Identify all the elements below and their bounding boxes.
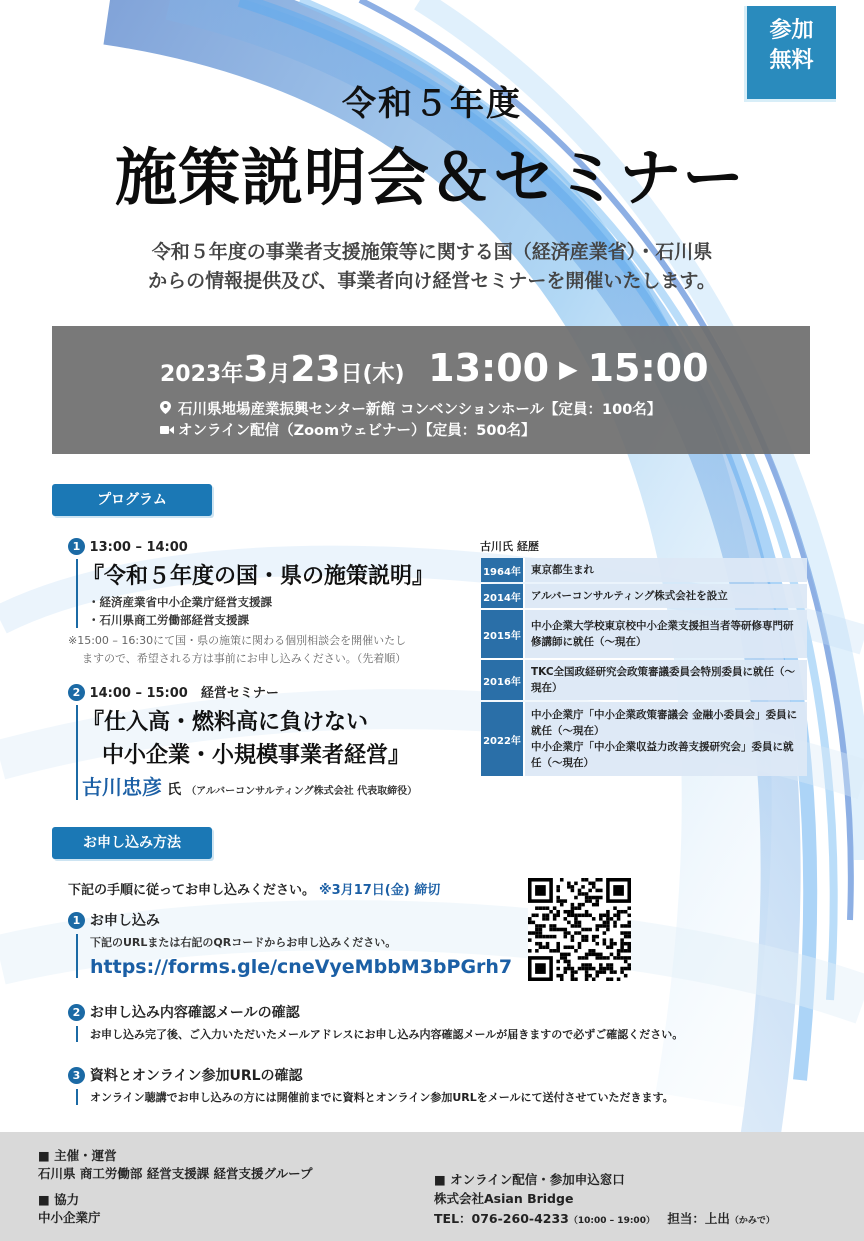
career-row bbox=[481, 610, 807, 658]
number-3-icon: 3 bbox=[68, 1067, 85, 1084]
badge-line2: 無料 bbox=[769, 48, 814, 73]
organizer-label: ■ 主催・運営 bbox=[38, 1148, 117, 1163]
online-line bbox=[160, 419, 536, 440]
venue-text: 石川県地場産業振興センター新館 コンベンションホール【定員：100名】 bbox=[178, 402, 662, 418]
apply-step-2-title: お申し込み内容確認メールの確認 bbox=[89, 1005, 300, 1021]
career-row bbox=[481, 558, 807, 582]
page-title: 施策説明会＆セミナー bbox=[114, 141, 745, 214]
apply-step-1 bbox=[68, 910, 538, 978]
intro-text bbox=[60, 238, 804, 296]
career-year: 2016年 bbox=[481, 660, 525, 700]
career-year: 1964年 bbox=[481, 558, 525, 582]
event-month-unit: 月 bbox=[268, 362, 291, 387]
apply-step-2-desc: お申し込み完了後、ご入力いただいたメールアドレスにお申し込み内容確認メールが届きますので必ずご確認ください。 bbox=[90, 1028, 684, 1041]
number-2-icon: 2 bbox=[68, 684, 85, 701]
apply-lead-text: 下記の手順に従ってお申し込みください。 bbox=[68, 883, 316, 898]
career-description: 中小企業庁「中小企業政策審議会 金融小委員会」委員に就任（〜現在） 中小企業庁「中小企業収益力改善支援研究会」委員に就任（〜現在） bbox=[525, 702, 807, 776]
career-description: TKC全国政経研究会政策審議委員会特別委員に就任（〜現在） bbox=[525, 660, 807, 700]
contact-person: 担当：上出 bbox=[667, 1211, 730, 1226]
badge-line1: 参加 bbox=[769, 18, 814, 43]
contact-company: 株式会社Asian Bridge bbox=[434, 1191, 574, 1206]
apply-step-3 bbox=[68, 1065, 848, 1105]
qr-code[interactable] bbox=[528, 878, 631, 981]
program-item-2-title-line2: 中小企業・小規模事業者経営』 bbox=[102, 743, 411, 768]
contact-hours: （10:00 – 19:00） bbox=[568, 1216, 655, 1226]
location-pin-icon bbox=[160, 401, 178, 418]
program-item-1-note1: ※15:00 – 16:30にて国・県の施策に関わる個別相談会を開催いたし bbox=[68, 634, 407, 647]
event-month: 3 bbox=[243, 349, 269, 390]
contact-label: ■ オンライン配信・参加申込窓口 bbox=[434, 1172, 625, 1187]
event-end-time: 15:00 bbox=[587, 346, 709, 390]
contact-person-reading: （かみで） bbox=[729, 1216, 775, 1226]
event-date bbox=[160, 346, 709, 390]
application-url-link[interactable]: https://forms.gle/cneVyeMbbM3bPGrh7 bbox=[90, 956, 513, 978]
event-year: 2023 bbox=[160, 362, 222, 387]
event-start-time: 13:00 bbox=[428, 346, 550, 390]
event-date-box bbox=[52, 326, 810, 454]
career-year: 2014年 bbox=[481, 584, 525, 608]
program-item-2 bbox=[68, 682, 468, 800]
speaker-name: 古川忠彦 bbox=[82, 775, 162, 799]
event-day: 23 bbox=[290, 349, 341, 390]
number-1-icon: 1 bbox=[68, 912, 85, 929]
apply-heading: お申し込み方法 bbox=[52, 827, 212, 859]
program-item-1-title: 『令和５年度の国・県の施策説明』 bbox=[82, 564, 435, 589]
program-item-2-title-line1: 『仕入高・燃料高に負けない bbox=[82, 710, 369, 735]
speaker-affiliation: （アルバーコンサルティング株式会社 代表取締役） bbox=[186, 786, 418, 797]
career-heading: 古川氏 経歴 bbox=[480, 540, 539, 553]
program-item-1-note2: ますので、希望される方は事前にお申し込みください。（先着順） bbox=[82, 652, 407, 665]
footer bbox=[0, 1132, 864, 1241]
number-2-icon: 2 bbox=[68, 1004, 85, 1021]
intro-line1: 令和５年度の事業者支援施策等に関する国（経済産業省）・石川県 bbox=[151, 241, 713, 263]
career-year: 2015年 bbox=[481, 610, 525, 658]
video-camera-icon bbox=[160, 423, 178, 439]
career-description: 中小企業大学校東京校中小企業支援担当者等研修専門研修講師に就任（〜現在） bbox=[525, 610, 807, 658]
apply-step-1-title: お申し込み bbox=[89, 913, 160, 929]
program-item-1-sub2: ・石川県商工労働部経営支援課 bbox=[88, 613, 249, 627]
program-item-2-time: 14:00 – 15:00 経営セミナー bbox=[89, 686, 279, 701]
career-year: 2022年 bbox=[481, 702, 525, 776]
organizer-text: 石川県 商工労働部 経営支援課 経営支援グループ bbox=[38, 1166, 313, 1181]
event-weekday: (木) bbox=[362, 362, 405, 387]
intro-line2: からの情報提供及び、事業者向け経営セミナーを開催いたします。 bbox=[148, 270, 716, 292]
apply-lead bbox=[68, 879, 440, 898]
apply-deadline: ※3月17日(金) 締切 bbox=[319, 883, 441, 898]
play-arrow-icon: ▶ bbox=[559, 355, 578, 383]
program-item-1 bbox=[68, 538, 468, 668]
number-1-icon: 1 bbox=[68, 538, 85, 555]
cooperation-text: 中小企業庁 bbox=[38, 1210, 101, 1225]
career-row bbox=[481, 660, 807, 700]
contact-tel-line bbox=[434, 1209, 775, 1227]
apply-step-3-desc: オンライン聴講でお申し込みの方には開催前までに資料とオンライン参加URLをメールにて送付させていただきます。 bbox=[90, 1091, 674, 1104]
event-year-unit: 年 bbox=[221, 362, 244, 387]
career-row bbox=[481, 584, 807, 608]
program-item-1-time: 13:00 – 14:00 bbox=[89, 540, 188, 555]
career-row bbox=[481, 702, 807, 776]
career-table bbox=[481, 556, 807, 778]
apply-step-3-title: 資料とオンライン参加URLの確認 bbox=[89, 1068, 303, 1084]
event-day-unit: 日 bbox=[340, 362, 363, 387]
venue-line bbox=[160, 398, 661, 419]
program-item-1-sub1: ・経済産業省中小企業庁経営支援課 bbox=[88, 595, 272, 609]
online-text: オンライン配信（Zoomウェビナー）【定員：500名】 bbox=[178, 423, 536, 439]
career-description: アルバーコンサルティング株式会社を設立 bbox=[525, 584, 807, 608]
cooperation-label: ■ 協力 bbox=[38, 1192, 80, 1207]
career-description: 東京都生まれ bbox=[525, 558, 807, 582]
apply-step-2 bbox=[68, 1002, 848, 1042]
page-subtitle: 令和５年度 bbox=[342, 84, 522, 124]
speaker-honorific: 氏 bbox=[167, 782, 182, 798]
program-heading: プログラム bbox=[52, 484, 212, 516]
contact-tel: TEL：076-260-4233 bbox=[434, 1211, 569, 1226]
apply-step-1-desc: 下記のURLまたは右記のQRコードからお申し込みください。 bbox=[90, 936, 397, 949]
